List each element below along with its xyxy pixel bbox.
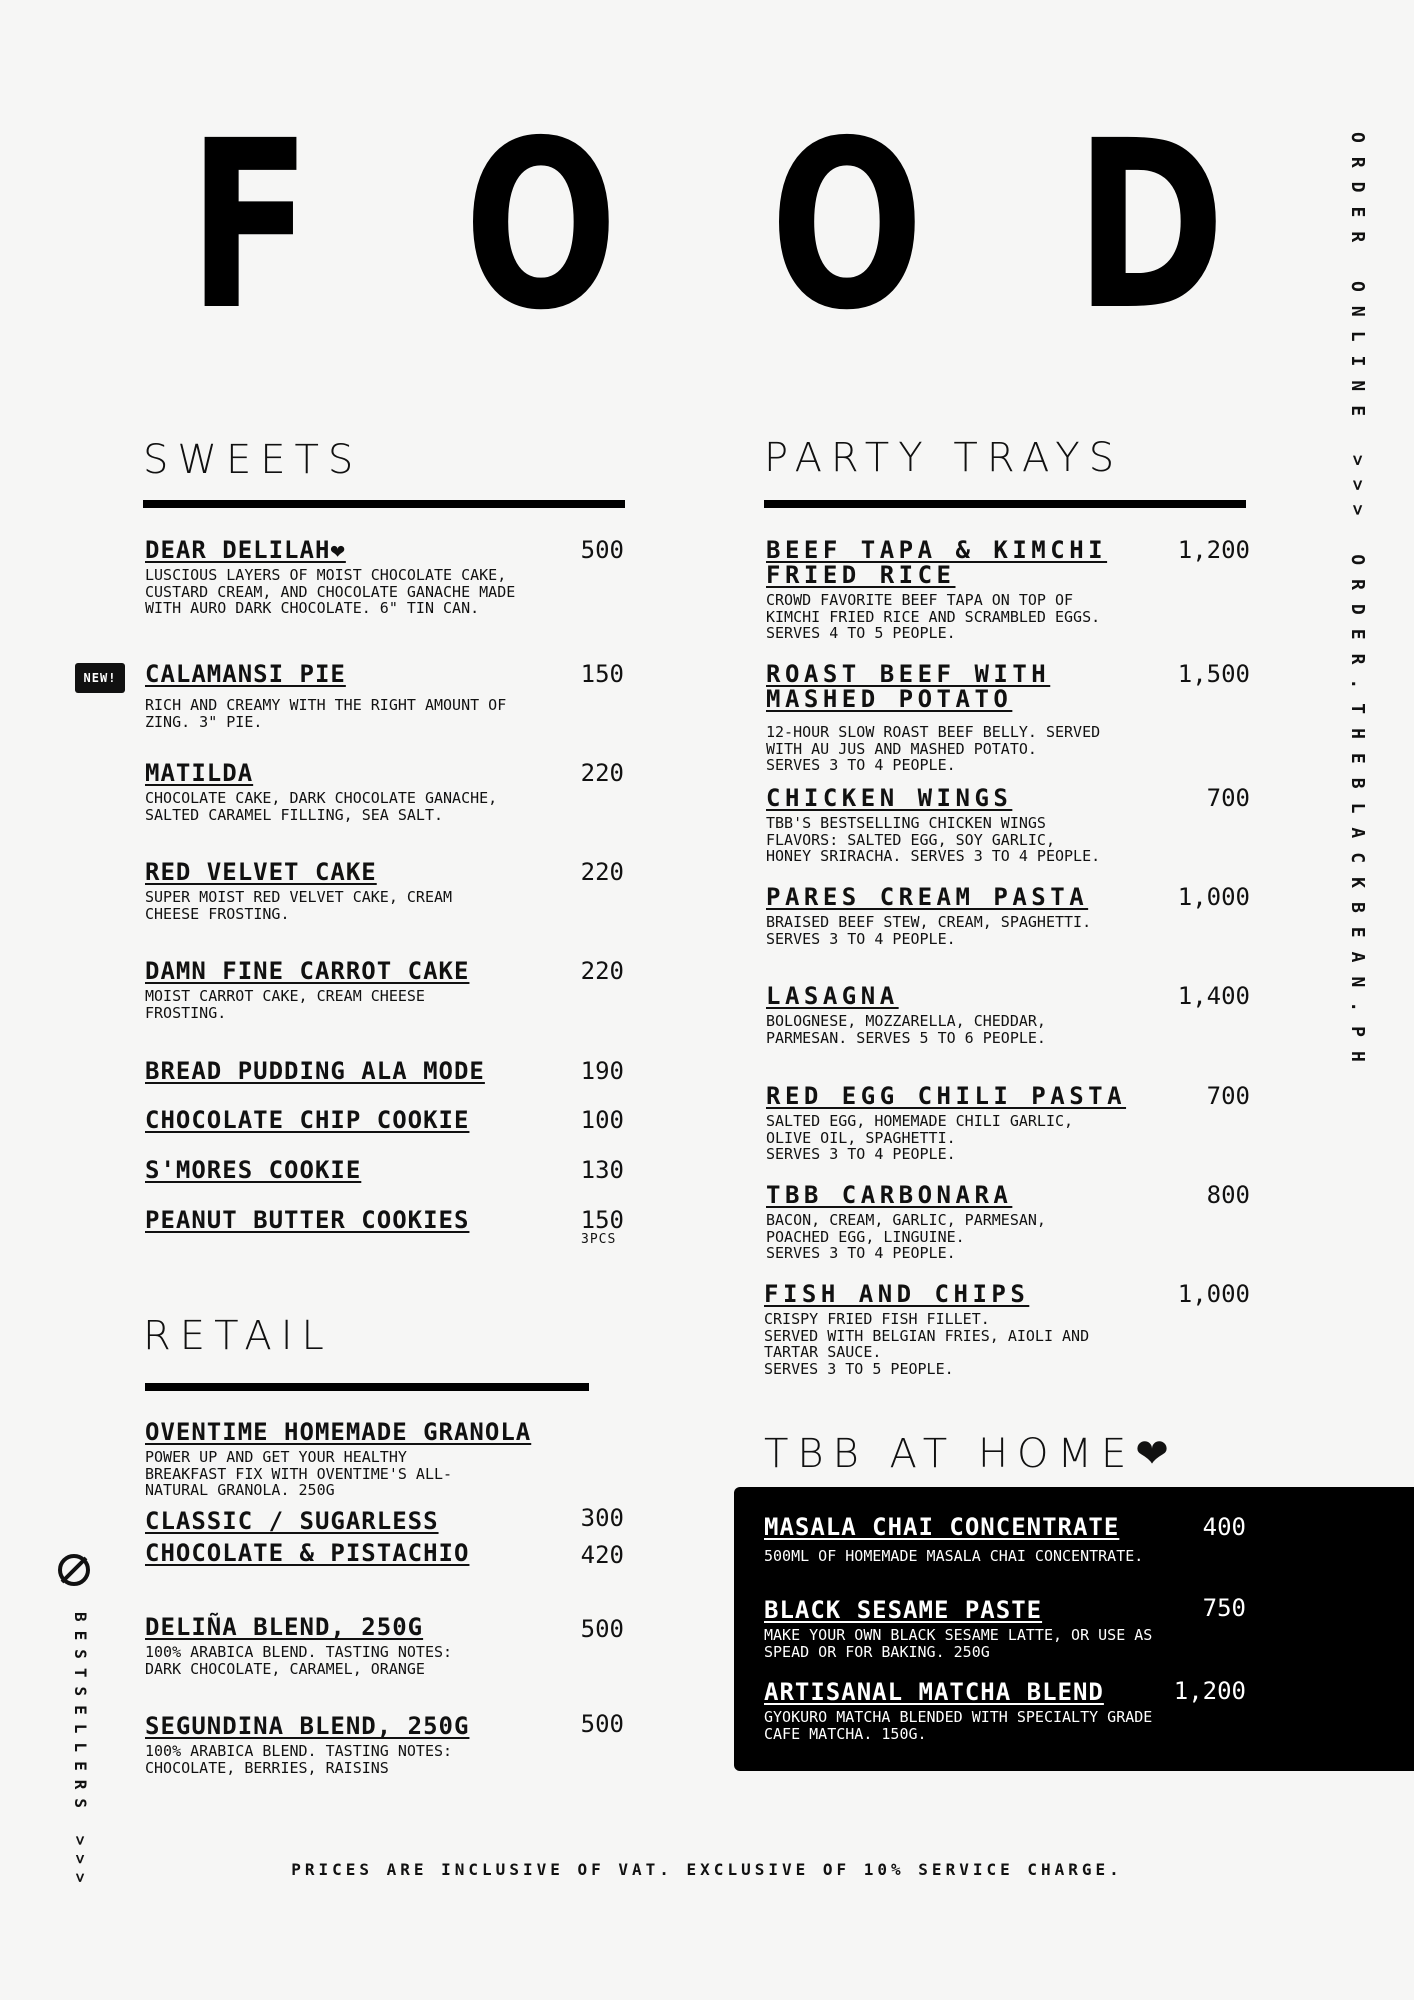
item-name: PEANUT BUTTER COOKIES [145,1206,470,1234]
item-price: 700 [1206,1082,1250,1110]
bestsellers-label: BESTSELLERS >>> [71,1612,90,1892]
item-name: ARTISANAL MATCHA BLEND [764,1678,1104,1706]
item-description: SUPER MOIST RED VELVET CAKE, CREAM CHEESE FROSTING. [145,888,453,923]
item-price: 1,500 [1177,660,1250,688]
item-price: 700 [1206,784,1250,812]
item-name: ROAST BEEF WITH MASHED POTATO [766,660,1051,713]
menu-item-red-egg-chili-pasta [766,1084,1186,1163]
menu-item-chicken-wings [766,786,1186,865]
coffee-bean-icon [56,1552,92,1588]
sweets-divider [143,500,625,508]
item-name: DELIÑA BLEND, 250G [145,1613,424,1641]
party-trays-divider [764,500,1246,508]
sweets-heading: SWEETS [143,437,363,483]
item-price: 300 [580,1504,624,1532]
item-price: 1,400 [1177,982,1250,1010]
item-price: 1,200 [1173,1677,1246,1705]
menu-item-fish-and-chips [764,1282,1184,1377]
title-letter-d: D [1075,91,1226,361]
item-name: S'MORES COOKIE [145,1156,362,1184]
item-price: 400 [1202,1513,1246,1541]
item-description: MAKE YOUR OWN BLACK SESAME LATTE, OR USE AS SPEAD OR FOR BAKING. 250G [764,1626,1153,1661]
item-price: 500 [580,1615,624,1643]
item-price: 750 [1202,1594,1246,1622]
item-name: BEEF TAPA & KIMCHI FRIED RICE [766,536,1108,589]
item-name: LASAGNA [766,982,899,1010]
item-description: SALTED EGG, HOMEMADE CHILI GARLIC, OLIVE OIL, SPAGHETTI. SERVES 3 TO 4 PEOPLE. [766,1112,1074,1163]
item-name: PARES CREAM PASTA [766,883,1089,911]
retail-heading: RETAIL [143,1313,333,1359]
item-name: BLACK SESAME PASTE [764,1596,1043,1624]
item-name: CHOCOLATE & PISTACHIO [145,1539,470,1567]
item-description: MOIST CARROT CAKE, CREAM CHEESE FROSTING. [145,987,425,1022]
menu-item-roast-beef [766,662,1186,774]
item-name: MATILDA [145,759,254,787]
item-description: 100% ARABICA BLEND. TASTING NOTES: DARK CHOCOLATE, CARAMEL, ORANGE [145,1643,453,1678]
item-price: 420 [580,1541,624,1569]
item-name: DAMN FINE CARROT CAKE [145,957,470,985]
item-name: CHICKEN WINGS [766,784,1013,812]
item-name: DEAR DELILAH❤ [145,536,346,564]
item-price: 150 [580,1206,624,1234]
item-name: RED VELVET CAKE [145,858,377,886]
item-name: FISH AND CHIPS [764,1280,1030,1308]
item-description: GYOKURO MATCHA BLENDED WITH SPECIALTY GRADE CAFE MATCHA. 150G. [764,1708,1153,1743]
item-description: TBB'S BESTSELLING CHICKEN WINGS FLAVORS: SALTED EGG, SOY GARLIC, HONEY SRIRACHA. SERVES 3 TO 4 PEOPLE. [766,814,1101,865]
item-price: 1,000 [1177,883,1250,911]
menu-item-lasagna [766,984,1186,1046]
item-price: 100 [580,1106,624,1134]
item-price: 130 [580,1156,624,1184]
item-price-note: 3PCS [581,1232,617,1247]
item-description: BOLOGNESE, MOZZARELLA, CHEDDAR, PARMESAN. SERVES 5 TO 6 PEOPLE. [766,1012,1046,1047]
item-name: BREAD PUDDING ALA MODE [145,1057,485,1085]
item-description: BRAISED BEEF STEW, CREAM, SPAGHETTI. SERVES 3 TO 4 PEOPLE. [766,913,1092,948]
menu-item-beef-tapa [766,538,1186,642]
item-name: TBB CARBONARA [766,1181,1013,1209]
new-badge: NEW! [75,663,125,693]
item-price: 220 [580,858,624,886]
item-description: LUSCIOUS LAYERS OF MOIST CHOCOLATE CAKE, CUSTARD CREAM, AND CHOCOLATE GANACHE MADE WITH AURO DARK CHOCOLATE. 6" TIN CAN. [145,566,516,617]
item-price: 150 [580,660,624,688]
item-price: 220 [580,957,624,985]
item-price: 1,000 [1177,1280,1250,1308]
item-name: MASALA CHAI CONCENTRATE [764,1513,1120,1541]
item-description: CROWD FAVORITE BEEF TAPA ON TOP OF KIMCHI FRIED RICE AND SCRAMBLED EGGS. SERVES 4 TO 5 PEOPLE. [766,591,1101,642]
title-letter-o: O [770,91,924,361]
item-name: CHOCOLATE CHIP COOKIE [145,1106,470,1134]
vat-service-charge-note: PRICES ARE INCLUSIVE OF VAT. EXCLUSIVE OF 10% SERVICE CHARGE. [291,1860,1123,1879]
menu-item-oventime-granola [145,1420,605,1499]
item-description: CHOCOLATE CAKE, DARK CHOCOLATE GANACHE, SALTED CARAMEL FILLING, SEA SALT. [145,789,498,824]
item-description: POWER UP AND GET YOUR HEALTHY BREAKFAST FIX WITH OVENTIME'S ALL- NATURAL GRANOLA. 250G [145,1448,453,1499]
tbb-at-home-panel [734,1487,1414,1771]
item-description: BACON, CREAM, GARLIC, PARMESAN, POACHED EGG, LINGUINE. SERVES 3 TO 4 PEOPLE. [766,1211,1046,1262]
retail-divider [145,1383,589,1391]
item-description: 100% ARABICA BLEND. TASTING NOTES: CHOCOLATE, BERRIES, RAISINS [145,1742,453,1777]
item-price: 220 [580,759,624,787]
party-trays-heading: PARTY TRAYS [764,435,1124,481]
item-name: SEGUNDINA BLEND, 250G [145,1712,470,1740]
menu-item-masala-chai [764,1515,1174,1565]
item-name: CLASSIC / SUGARLESS [145,1507,439,1535]
item-price: 800 [1206,1181,1250,1209]
tbb-at-home-heading: TBB AT HOME❤ [764,1431,1178,1477]
title-letter-o: O [464,91,618,361]
menu-item-artisanal-matcha [764,1680,1174,1742]
order-online-link[interactable]: ORDER ONLINE >>> ORDER.THEBLACKBEAN.PH [1347,132,1368,1076]
item-price: 500 [580,1710,624,1738]
item-name: RED EGG CHILI PASTA [766,1082,1127,1110]
item-description: 500ML OF HOMEMADE MASALA CHAI CONCENTRATE. [764,1547,1144,1565]
menu-item-black-sesame-paste [764,1598,1174,1660]
item-description: 12-HOUR SLOW ROAST BEEF BELLY. SERVED WITH AU JUS AND MASHED POTATO. SERVES 3 TO 4 PEOPLE. [766,723,1101,774]
menu-item-tbb-carbonara [766,1183,1186,1262]
item-name: CALAMANSI PIE [145,660,346,688]
menu-item-pares-cream-pasta [766,885,1186,947]
item-name: OVENTIME HOMEMADE GRANOLA [145,1418,532,1446]
item-description: RICH AND CREAMY WITH THE RIGHT AMOUNT OF ZING. 3" PIE. [145,696,507,731]
item-description: CRISPY FRIED FISH FILLET. SERVED WITH BELGIAN FRIES, AIOLI AND TARTAR SAUCE. SERVES 3 TO 5 PEOPLE. [764,1310,1090,1378]
item-price: 190 [580,1057,624,1085]
item-price: 1,200 [1177,536,1250,564]
item-price: 500 [580,536,624,564]
title-letter-f: F [188,91,312,361]
